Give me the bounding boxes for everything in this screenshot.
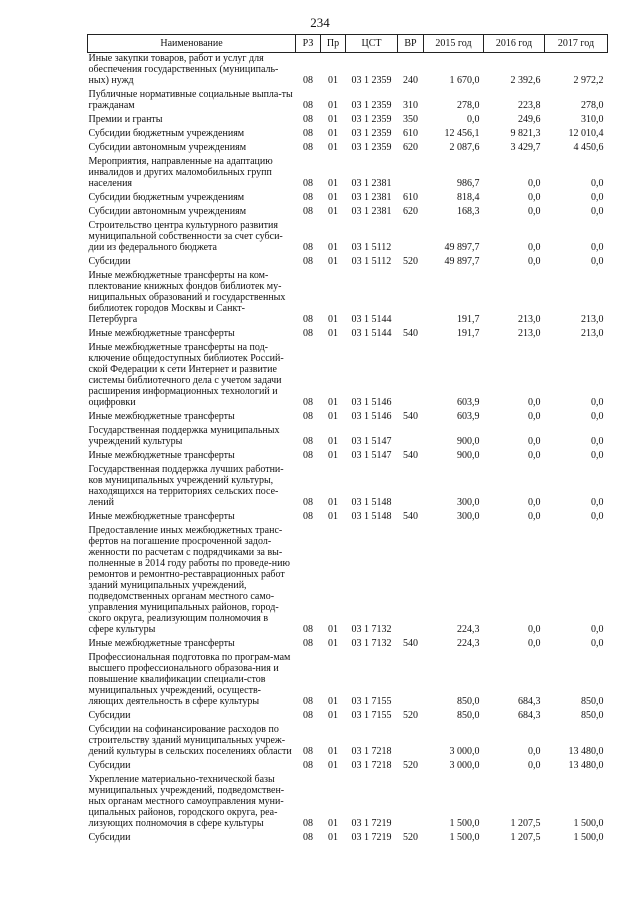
cell-2016: 213,0 (518, 328, 541, 339)
cell-2017: 12 010,4 (568, 128, 604, 139)
cell-pr: 01 (328, 624, 338, 635)
cell-rz: 08 (303, 142, 313, 153)
cell-2015: 300,0 (457, 511, 480, 522)
cell-2015: 3 000,0 (449, 746, 480, 757)
table-row (88, 422, 608, 447)
cell-rz: 08 (303, 746, 313, 757)
cell-name: Иные закупки товаров, работ и услуг для обеспечения государственных (муниципаль-ных) нужд (88, 53, 279, 86)
cell-2016: 684,3 (518, 710, 541, 721)
cell-2017: 0,0 (591, 436, 604, 447)
cell-vr: 540 (403, 638, 418, 649)
cell-2016: 0,0 (528, 624, 541, 635)
table-row (88, 829, 608, 843)
cell-pr: 01 (328, 638, 338, 649)
cell-2017: 0,0 (591, 242, 604, 253)
cell-2017: 1 500,0 (573, 818, 604, 829)
cell-pr: 01 (328, 411, 338, 422)
cell-pr: 01 (328, 397, 338, 408)
table-row (88, 253, 608, 267)
cell-rz: 08 (303, 411, 313, 422)
cell-name: Государственная поддержка лучших работни-ков муниципальных учреждений культуры, находящихся на территориях сельских посе-лений (88, 464, 284, 508)
cell-2016: 249,6 (518, 114, 541, 125)
cell-2017: 0,0 (591, 192, 604, 203)
cell-name: Государственная поддержка муниципальных учреждений культуры (88, 425, 280, 447)
cell-2017: 13 480,0 (568, 760, 604, 771)
cell-2016: 213,0 (518, 314, 541, 325)
cell-name: Иные межбюджетные трансферты (88, 511, 235, 522)
cell-2015: 603,9 (457, 411, 480, 422)
table-row (88, 721, 608, 757)
cell-rz: 08 (303, 760, 313, 771)
cell-2017: 0,0 (591, 511, 604, 522)
table-row (88, 86, 608, 111)
cell-pr: 01 (328, 696, 338, 707)
cell-rz: 08 (303, 624, 313, 635)
cell-2017: 0,0 (591, 178, 604, 189)
cell-2017: 2 972,2 (573, 75, 604, 86)
cell-2015: 49 897,7 (444, 242, 480, 253)
cell-rz: 08 (303, 818, 313, 829)
cell-name: Субсидии (88, 832, 131, 843)
cell-name: Иные межбюджетные трансферты на под-ключение общедоступных библиотек Россий-ской Федерации к сети Интернет и развитие системы библиотечного дела с учетом задачи расширения информационных технологий и оцифровки (88, 342, 284, 408)
cell-pr: 01 (328, 818, 338, 829)
cell-2015: 3 000,0 (449, 760, 480, 771)
cell-vr (398, 153, 424, 189)
cell-name: Профессиональная подготовка по програм-мам высшего профессионального образова-ния и повышение квалификации специали-стов муниципальных учреждений, осуществ-ляющих деятельность в сфере культуры (88, 652, 291, 707)
cell-2017: 4 450,6 (573, 142, 604, 153)
cell-2017: 0,0 (591, 206, 604, 217)
cell-2016: 0,0 (528, 638, 541, 649)
cell-vr (398, 217, 424, 253)
cell-rz: 08 (303, 114, 313, 125)
cell-name: Иные межбюджетные трансферты (88, 411, 235, 422)
cell-vr (398, 649, 424, 707)
cell-2017: 310,0 (581, 114, 604, 125)
cell-pr: 01 (328, 206, 338, 217)
cell-2017: 0,0 (591, 638, 604, 649)
cell-vr: 520 (403, 710, 418, 721)
cell-2015: 850,0 (457, 710, 480, 721)
table-row (88, 461, 608, 508)
col-header-rz: РЗ (296, 35, 321, 53)
cell-2016: 0,0 (528, 178, 541, 189)
cell-pr: 01 (328, 746, 338, 757)
cell-2017: 213,0 (581, 314, 604, 325)
col-header-pr: Пр (321, 35, 346, 53)
table-row (88, 339, 608, 408)
cell-cst: 03 1 2381 (351, 206, 392, 217)
cell-2015: 850,0 (457, 696, 480, 707)
cell-2017: 1 500,0 (573, 832, 604, 843)
cell-cst: 03 1 2359 (351, 128, 392, 139)
col-header-cst: ЦСТ (346, 35, 398, 53)
cell-rz: 08 (303, 497, 313, 508)
cell-2016: 684,3 (518, 696, 541, 707)
cell-rz: 08 (303, 192, 313, 203)
cell-2016: 0,0 (528, 192, 541, 203)
cell-cst: 03 1 7219 (351, 818, 392, 829)
cell-2016: 223,8 (518, 100, 541, 111)
cell-cst: 03 1 7132 (351, 638, 392, 649)
cell-vr: 540 (403, 511, 418, 522)
cell-pr: 01 (328, 450, 338, 461)
table-row (88, 125, 608, 139)
cell-rz: 08 (303, 832, 313, 843)
cell-2017: 13 480,0 (568, 746, 604, 757)
cell-vr: 310 (403, 100, 418, 111)
cell-2017: 0,0 (591, 624, 604, 635)
cell-rz: 08 (303, 397, 313, 408)
cell-cst: 03 1 5147 (351, 450, 392, 461)
cell-name: Субсидии (88, 256, 131, 267)
cell-2015: 1 500,0 (449, 832, 480, 843)
cell-2015: 986,7 (457, 178, 480, 189)
cell-2015: 2 087,6 (449, 142, 480, 153)
table-row (88, 771, 608, 829)
cell-2016: 0,0 (528, 242, 541, 253)
cell-pr: 01 (328, 242, 338, 253)
cell-2017: 850,0 (581, 710, 604, 721)
table-row (88, 267, 608, 325)
cell-2015: 603,9 (457, 397, 480, 408)
col-header-vr: ВР (398, 35, 424, 53)
cell-2016: 0,0 (528, 206, 541, 217)
cell-2016: 2 392,6 (510, 75, 541, 86)
table-row (88, 217, 608, 253)
cell-pr: 01 (328, 497, 338, 508)
cell-rz: 08 (303, 100, 313, 111)
cell-vr (398, 339, 424, 408)
table-row (88, 139, 608, 153)
table-row (88, 635, 608, 649)
col-header-2016: 2016 год (484, 35, 545, 53)
cell-2015: 900,0 (457, 436, 480, 447)
col-header-2015: 2015 год (424, 35, 484, 53)
cell-pr: 01 (328, 511, 338, 522)
cell-name: Субсидии автономным учреждениям (88, 142, 247, 153)
cell-2015: 1 670,0 (449, 75, 480, 86)
table-row (88, 522, 608, 635)
cell-name: Субсидии (88, 710, 131, 721)
cell-name: Субсидии автономным учреждениям (88, 206, 247, 217)
cell-name: Укрепление материально-технической базы муниципальных учреждений, подведомствен-ных органам местного самоуправления муни-ципальных районов, городского округа, реа-лизующих полномочия в сфере культуры (88, 774, 285, 829)
cell-name: Предоставление иных межбюджетных транс-фертов на погашение просроченной задол-женности по расчетам с подрядчиками за вы-полненные в 2014 году работы по проведе-нию ремонтов и ремонтно-реставрационных работ зданий муниципальных учреждений, подведомственных органам местного само-управления муниципальных районов, город-ского округа, реализующим полномочия в сфере культуры (88, 525, 290, 635)
cell-cst: 03 1 2381 (351, 192, 392, 203)
cell-pr: 01 (328, 314, 338, 325)
cell-cst: 03 1 2381 (351, 178, 392, 189)
cell-cst: 03 1 2359 (351, 114, 392, 125)
cell-rz: 08 (303, 696, 313, 707)
header-row (88, 35, 608, 53)
cell-name: Иные межбюджетные трансферты (88, 638, 235, 649)
cell-rz: 08 (303, 242, 313, 253)
cell-2016: 0,0 (528, 436, 541, 447)
cell-vr: 520 (403, 760, 418, 771)
cell-pr: 01 (328, 114, 338, 125)
cell-cst: 03 1 7155 (351, 696, 392, 707)
cell-cst: 03 1 2359 (351, 75, 392, 86)
cell-vr (398, 461, 424, 508)
cell-rz: 08 (303, 178, 313, 189)
cell-cst: 03 1 7219 (351, 832, 392, 843)
cell-vr (398, 267, 424, 325)
cell-rz: 08 (303, 450, 313, 461)
table-row (88, 757, 608, 771)
cell-name: Субсидии бюджетным учреждениям (88, 192, 245, 203)
cell-2017: 0,0 (591, 397, 604, 408)
cell-2016: 0,0 (528, 411, 541, 422)
cell-cst: 03 1 2359 (351, 100, 392, 111)
cell-pr: 01 (328, 832, 338, 843)
cell-vr: 620 (403, 206, 418, 217)
cell-pr: 01 (328, 100, 338, 111)
col-header-2017: 2017 год (545, 35, 608, 53)
cell-name: Публичные нормативные социальные выпла-ты гражданам (88, 89, 293, 111)
cell-2016: 0,0 (528, 511, 541, 522)
cell-rz: 08 (303, 75, 313, 86)
cell-vr (398, 422, 424, 447)
cell-vr (398, 721, 424, 757)
cell-vr: 240 (403, 75, 418, 86)
cell-pr: 01 (328, 142, 338, 153)
cell-vr: 520 (403, 832, 418, 843)
cell-cst: 03 1 7218 (351, 760, 392, 771)
cell-vr: 610 (403, 128, 418, 139)
cell-name: Субсидии бюджетным учреждениям (88, 128, 245, 139)
cell-cst: 03 1 5144 (351, 314, 392, 325)
cell-name: Иные межбюджетные трансферты (88, 450, 235, 461)
cell-pr: 01 (328, 192, 338, 203)
cell-2016: 0,0 (528, 497, 541, 508)
cell-cst: 03 1 5148 (351, 511, 392, 522)
cell-2017: 213,0 (581, 328, 604, 339)
table-row (88, 325, 608, 339)
cell-2015: 0,0 (467, 114, 480, 125)
cell-name: Иные межбюджетные трансферты на ком-плектование книжных фондов библиотек му-ниципальных образований и государственных библиотек городов Москвы и Санкт-Петербурга (88, 270, 286, 325)
cell-rz: 08 (303, 328, 313, 339)
cell-vr (398, 522, 424, 635)
cell-2015: 224,3 (457, 638, 480, 649)
cell-pr: 01 (328, 760, 338, 771)
table-row (88, 153, 608, 189)
table-row (88, 203, 608, 217)
cell-cst: 03 1 2359 (351, 142, 392, 153)
cell-2015: 12 456,1 (444, 128, 480, 139)
cell-2016: 3 429,7 (510, 142, 541, 153)
cell-vr: 540 (403, 411, 418, 422)
cell-2017: 0,0 (591, 256, 604, 267)
cell-2016: 1 207,5 (510, 832, 541, 843)
cell-cst: 03 1 7155 (351, 710, 392, 721)
cell-2015: 1 500,0 (449, 818, 480, 829)
col-header-name: Наименование (88, 35, 296, 53)
table-row (88, 111, 608, 125)
cell-2017: 0,0 (591, 411, 604, 422)
cell-cst: 03 1 5146 (351, 397, 392, 408)
cell-2015: 278,0 (457, 100, 480, 111)
cell-rz: 08 (303, 206, 313, 217)
table-row (88, 189, 608, 203)
cell-pr: 01 (328, 328, 338, 339)
cell-name: Мероприятия, направленные на адаптацию инвалидов и других маломобильных групп населения (88, 156, 273, 189)
cell-rz: 08 (303, 710, 313, 721)
table-row (88, 408, 608, 422)
cell-cst: 03 1 5144 (351, 328, 392, 339)
cell-2015: 900,0 (457, 450, 480, 461)
cell-pr: 01 (328, 75, 338, 86)
page-number: 234 (310, 15, 330, 30)
cell-cst: 03 1 7218 (351, 746, 392, 757)
cell-2015: 191,7 (457, 328, 480, 339)
cell-vr: 540 (403, 328, 418, 339)
cell-2017: 278,0 (581, 100, 604, 111)
cell-rz: 08 (303, 638, 313, 649)
cell-rz: 08 (303, 436, 313, 447)
cell-2016: 9 821,3 (510, 128, 541, 139)
cell-2017: 0,0 (591, 450, 604, 461)
cell-name: Премии и гранты (88, 114, 163, 125)
cell-2015: 300,0 (457, 497, 480, 508)
cell-rz: 08 (303, 511, 313, 522)
cell-cst: 03 1 5112 (351, 256, 392, 267)
table-row (88, 447, 608, 461)
cell-vr: 620 (403, 142, 418, 153)
cell-vr (398, 771, 424, 829)
cell-2017: 0,0 (591, 497, 604, 508)
cell-name: Строительство центра культурного развития муниципальной собственности за счет субси-дии из федерального бюджета (88, 220, 283, 253)
cell-name: Субсидии на софинансирование расходов по строительству зданий муниципальных учреж-дений культуры в сельских поселениях области (88, 724, 292, 757)
cell-2015: 191,7 (457, 314, 480, 325)
cell-pr: 01 (328, 128, 338, 139)
cell-cst: 03 1 5147 (351, 436, 392, 447)
cell-vr: 520 (403, 256, 418, 267)
cell-name: Субсидии (88, 760, 131, 771)
cell-2015: 818,4 (457, 192, 480, 203)
table-row (88, 53, 608, 87)
cell-pr: 01 (328, 710, 338, 721)
cell-2016: 0,0 (528, 450, 541, 461)
table-row (88, 649, 608, 707)
cell-cst: 03 1 5148 (351, 497, 392, 508)
cell-2016: 0,0 (528, 760, 541, 771)
cell-rz: 08 (303, 314, 313, 325)
cell-cst: 03 1 7132 (351, 624, 392, 635)
budget-table (87, 34, 608, 843)
cell-pr: 01 (328, 178, 338, 189)
cell-2016: 1 207,5 (510, 818, 541, 829)
cell-cst: 03 1 5112 (351, 242, 392, 253)
cell-name: Иные межбюджетные трансферты (88, 328, 235, 339)
cell-cst: 03 1 5146 (351, 411, 392, 422)
cell-2015: 168,3 (457, 206, 480, 217)
cell-pr: 01 (328, 256, 338, 267)
table-row (88, 707, 608, 721)
cell-2015: 224,3 (457, 624, 480, 635)
cell-rz: 08 (303, 128, 313, 139)
cell-vr: 610 (403, 192, 418, 203)
cell-vr: 540 (403, 450, 418, 461)
cell-2017: 850,0 (581, 696, 604, 707)
cell-2016: 0,0 (528, 746, 541, 757)
cell-2016: 0,0 (528, 256, 541, 267)
cell-pr: 01 (328, 436, 338, 447)
cell-vr: 350 (403, 114, 418, 125)
cell-rz: 08 (303, 256, 313, 267)
table-row (88, 508, 608, 522)
cell-2016: 0,0 (528, 397, 541, 408)
cell-2015: 49 897,7 (444, 256, 480, 267)
